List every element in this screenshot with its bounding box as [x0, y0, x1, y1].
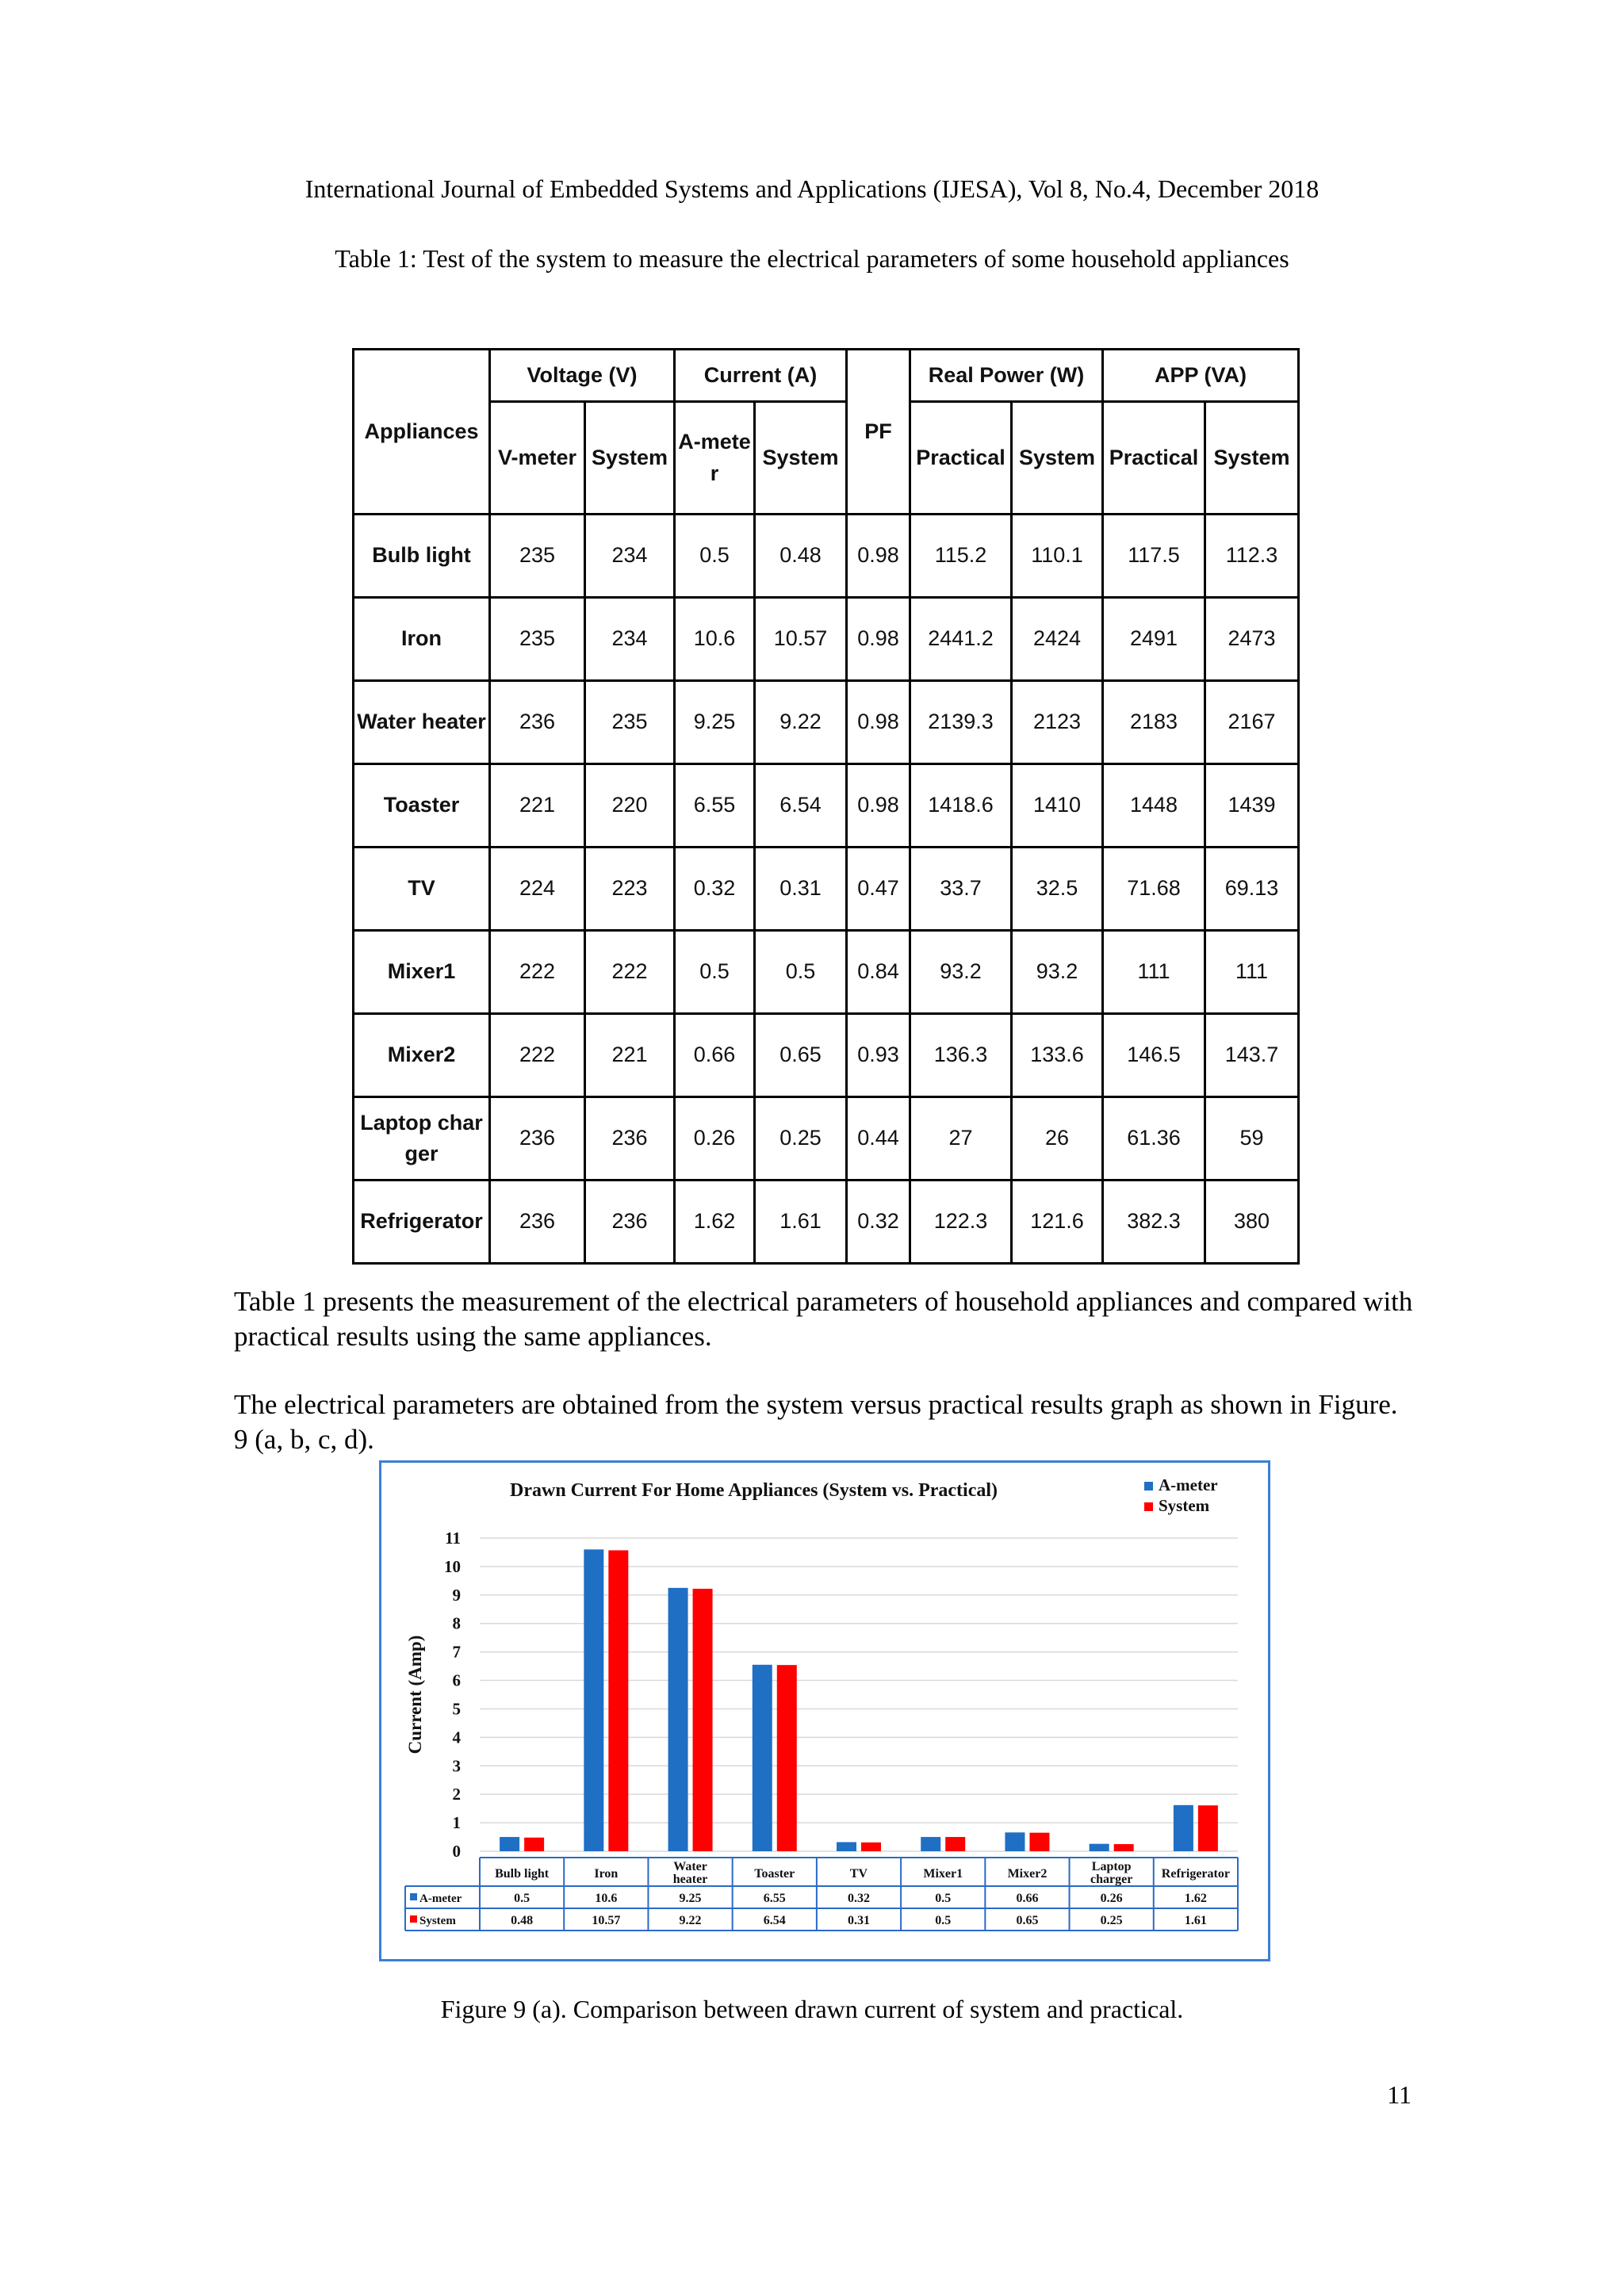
- x-category-label: Bulb light: [495, 1867, 550, 1881]
- y-tick-label: 10: [444, 1556, 461, 1576]
- data-label: 9.25: [679, 1892, 702, 1905]
- y-tick-label: 1: [452, 1813, 461, 1833]
- figure-caption: Figure 9 (a). Comparison between drawn current of system and practical.: [440, 1995, 1184, 2023]
- y-tick-label: 11: [445, 1529, 461, 1548]
- cell-p-practical: 2139.3: [910, 681, 1012, 764]
- y-axis-label: Current (Amp): [405, 1635, 425, 1755]
- cell-a-meter: 1.62: [675, 1181, 755, 1264]
- cell-va-system: 69.13: [1205, 848, 1299, 931]
- subheader-v-meter: V-meter: [490, 402, 585, 515]
- x-category-label: Water: [673, 1860, 707, 1873]
- table-series-label: A-meter: [419, 1892, 462, 1905]
- table-series-label: System: [419, 1915, 456, 1927]
- x-category-label: charger: [1090, 1873, 1133, 1886]
- cell-v-system: 234: [585, 598, 675, 681]
- cell-p-system: 121.6: [1012, 1181, 1103, 1264]
- cell-a-meter: 10.6: [675, 598, 755, 681]
- bar-a-meter: [1005, 1832, 1025, 1851]
- header-real-power: Real Power (W): [910, 350, 1103, 402]
- x-category-label: TV: [849, 1867, 868, 1881]
- table-subheader-row: [354, 402, 1299, 515]
- cell-va-system: 111: [1205, 931, 1299, 1014]
- cell-va-practical: 1448: [1103, 764, 1205, 848]
- current-comparison-chart: [379, 1460, 1270, 1961]
- data-label: 0.66: [1016, 1892, 1039, 1905]
- cell-pf: 0.98: [847, 681, 910, 764]
- data-label: 0.48: [511, 1914, 534, 1927]
- bar-system: [945, 1837, 965, 1851]
- cell-va-practical: 61.36: [1103, 1097, 1205, 1181]
- cell-appliance: TV: [354, 848, 490, 931]
- data-label: 0.31: [848, 1914, 870, 1927]
- subheader-voltage-system: System: [585, 402, 675, 515]
- cell-appliance: Toaster: [354, 764, 490, 848]
- cell-v-meter: 236: [490, 681, 585, 764]
- data-label: 0.5: [935, 1892, 952, 1905]
- cell-v-system: 222: [585, 931, 675, 1014]
- legend-swatch-a-meter: [1144, 1482, 1153, 1490]
- table-caption: Table 1: Test of the system to measure the electrical parameters of some household appliances: [335, 244, 1289, 273]
- cell-appliance: Iron: [354, 598, 490, 681]
- bar-a-meter: [584, 1549, 603, 1851]
- cell-a-system: 1.61: [755, 1181, 847, 1264]
- journal-header: International Journal of Embedded Systems and Applications (IJESA), Vol 8, No.4, December 2018: [304, 174, 1320, 203]
- cell-v-meter: 222: [490, 1014, 585, 1097]
- y-tick-label: 7: [452, 1642, 461, 1662]
- data-label: 0.26: [1100, 1892, 1123, 1905]
- cell-p-practical: 136.3: [910, 1014, 1012, 1097]
- cell-va-practical: 2183: [1103, 681, 1205, 764]
- cell-p-system: 133.6: [1012, 1014, 1103, 1097]
- cell-pf: 0.98: [847, 764, 910, 848]
- cell-a-meter: 0.66: [675, 1014, 755, 1097]
- table-header-row: [354, 350, 1299, 402]
- cell-va-system: 143.7: [1205, 1014, 1299, 1097]
- subheader-power-practical: Practical: [910, 402, 1012, 515]
- appliance-parameters-table: [352, 348, 1297, 1265]
- y-tick-label: 5: [452, 1699, 461, 1719]
- x-category-label: Toaster: [754, 1867, 795, 1881]
- cell-a-system: 9.22: [755, 681, 847, 764]
- cell-pf: 0.47: [847, 848, 910, 931]
- table-row: [354, 931, 1299, 1014]
- table-row: [354, 515, 1299, 598]
- cell-appliance: Refrigerator: [354, 1181, 490, 1264]
- cell-appliance: Water heater: [354, 681, 490, 764]
- table-row: [354, 681, 1299, 764]
- subheader-a-meter: A-meter: [675, 402, 755, 515]
- cell-a-meter: 0.32: [675, 848, 755, 931]
- cell-va-practical: 382.3: [1103, 1181, 1205, 1264]
- cell-va-system: 380: [1205, 1181, 1299, 1264]
- cell-appliance: Mixer2: [354, 1014, 490, 1097]
- cell-v-meter: 236: [490, 1181, 585, 1264]
- header-app: APP (VA): [1103, 350, 1299, 402]
- bar-system: [1029, 1833, 1049, 1851]
- x-category-label: Mixer1: [923, 1867, 963, 1881]
- cell-v-meter: 236: [490, 1097, 585, 1181]
- cell-p-system: 93.2: [1012, 931, 1103, 1014]
- cell-p-system: 110.1: [1012, 515, 1103, 598]
- bar-a-meter: [668, 1588, 688, 1851]
- table-row: [354, 1181, 1299, 1264]
- cell-p-system: 2123: [1012, 681, 1103, 764]
- cell-v-system: 223: [585, 848, 675, 931]
- cell-a-system: 0.48: [755, 515, 847, 598]
- x-category-label: Mixer2: [1007, 1867, 1048, 1881]
- table-row: [354, 848, 1299, 931]
- cell-v-system: 236: [585, 1097, 675, 1181]
- table-row: [354, 1097, 1299, 1181]
- cell-v-system: 234: [585, 515, 675, 598]
- cell-pf: 0.98: [847, 598, 910, 681]
- table-row: [354, 598, 1299, 681]
- y-tick-label: 0: [452, 1842, 461, 1861]
- x-category-label: heater: [672, 1873, 708, 1886]
- cell-a-system: 10.57: [755, 598, 847, 681]
- subheader-current-system: System: [755, 402, 847, 515]
- data-label: 6.55: [763, 1892, 786, 1905]
- data-label: 6.54: [763, 1914, 786, 1927]
- data-label: 0.5: [935, 1914, 952, 1927]
- bar-system: [1114, 1844, 1134, 1851]
- data-label: 0.32: [848, 1892, 870, 1905]
- bar-a-meter: [837, 1843, 856, 1851]
- cell-a-meter: 0.5: [675, 931, 755, 1014]
- cell-va-system: 59: [1205, 1097, 1299, 1181]
- cell-p-practical: 33.7: [910, 848, 1012, 931]
- table-row: [354, 1014, 1299, 1097]
- cell-v-system: 236: [585, 1181, 675, 1264]
- cell-p-practical: 122.3: [910, 1181, 1012, 1264]
- cell-p-system: 1410: [1012, 764, 1103, 848]
- cell-p-practical: 115.2: [910, 515, 1012, 598]
- cell-va-system: 2167: [1205, 681, 1299, 764]
- table-key-system: [410, 1915, 417, 1923]
- bar-a-meter: [753, 1665, 772, 1851]
- bar-system: [524, 1838, 544, 1851]
- cell-va-system: 112.3: [1205, 515, 1299, 598]
- bar-system: [861, 1843, 881, 1851]
- cell-v-meter: 222: [490, 931, 585, 1014]
- x-category-label: Laptop: [1091, 1860, 1132, 1873]
- cell-p-practical: 27: [910, 1097, 1012, 1181]
- subheader-power-system: System: [1012, 402, 1103, 515]
- cell-va-system: 1439: [1205, 764, 1299, 848]
- cell-pf: 0.32: [847, 1181, 910, 1264]
- header-appliances: Appliances: [354, 350, 490, 515]
- legend-label-a-meter: A-meter: [1159, 1475, 1218, 1494]
- cell-appliance: Mixer1: [354, 931, 490, 1014]
- data-label: 9.22: [679, 1914, 702, 1927]
- legend-label-system: System: [1159, 1496, 1210, 1515]
- cell-a-system: 0.65: [755, 1014, 847, 1097]
- cell-a-system: 6.54: [755, 764, 847, 848]
- table-key-a-meter: [410, 1893, 417, 1900]
- subheader-app-system: System: [1205, 402, 1299, 515]
- data-label: 0.65: [1016, 1914, 1039, 1927]
- bar-system: [693, 1589, 713, 1851]
- cell-p-system: 32.5: [1012, 848, 1103, 931]
- cell-v-system: 221: [585, 1014, 675, 1097]
- cell-p-system: 2424: [1012, 598, 1103, 681]
- bar-a-meter: [921, 1837, 940, 1851]
- cell-appliance: Bulb light: [354, 515, 490, 598]
- header-current: Current (A): [675, 350, 847, 402]
- cell-p-practical: 2441.2: [910, 598, 1012, 681]
- cell-va-practical: 2491: [1103, 598, 1205, 681]
- cell-v-meter: 235: [490, 598, 585, 681]
- cell-pf: 0.44: [847, 1097, 910, 1181]
- y-tick-label: 8: [452, 1613, 461, 1633]
- bar-a-meter: [500, 1837, 519, 1851]
- data-label: 1.62: [1184, 1892, 1207, 1905]
- y-tick-label: 6: [452, 1670, 461, 1690]
- cell-v-system: 235: [585, 681, 675, 764]
- cell-a-system: 0.25: [755, 1097, 847, 1181]
- cell-pf: 0.98: [847, 515, 910, 598]
- bar-a-meter: [1174, 1805, 1193, 1851]
- cell-v-meter: 224: [490, 848, 585, 931]
- data-label: 0.25: [1100, 1914, 1123, 1927]
- page-number: 11: [1387, 2080, 1411, 2109]
- cell-va-system: 2473: [1205, 598, 1299, 681]
- cell-a-meter: 0.26: [675, 1097, 755, 1181]
- header-voltage: Voltage (V): [490, 350, 675, 402]
- header-pf: PF: [847, 350, 910, 515]
- cell-p-practical: 93.2: [910, 931, 1012, 1014]
- table-row: [354, 764, 1299, 848]
- cell-v-system: 220: [585, 764, 675, 848]
- cell-a-meter: 6.55: [675, 764, 755, 848]
- cell-p-system: 26: [1012, 1097, 1103, 1181]
- cell-va-practical: 117.5: [1103, 515, 1205, 598]
- bar-system: [608, 1550, 628, 1851]
- paragraph-figure-reference: The electrical parameters are obtained from the system versus practical results graph as shown in Figure. 9 (a, b, c, d).: [234, 1389, 1398, 1455]
- bar-a-meter: [1090, 1844, 1109, 1851]
- cell-v-meter: 235: [490, 515, 585, 598]
- y-tick-label: 9: [452, 1585, 461, 1605]
- cell-a-meter: 0.5: [675, 515, 755, 598]
- cell-appliance: Laptop charger: [354, 1097, 490, 1181]
- cell-pf: 0.84: [847, 931, 910, 1014]
- x-category-label: Refrigerator: [1161, 1867, 1230, 1881]
- cell-a-meter: 9.25: [675, 681, 755, 764]
- data-label: 10.57: [592, 1914, 621, 1927]
- cell-v-meter: 221: [490, 764, 585, 848]
- paragraph-table-description: Table 1 presents the measurement of the electrical parameters of household appliances and compared with practical results using the same appliances.: [234, 1286, 1413, 1352]
- cell-va-practical: 146.5: [1103, 1014, 1205, 1097]
- bar-system: [1198, 1805, 1218, 1851]
- data-label: 10.6: [595, 1892, 618, 1905]
- data-label: 0.5: [514, 1892, 530, 1905]
- chart-canvas: [381, 1463, 1268, 1959]
- subheader-app-practical: Practical: [1103, 402, 1205, 515]
- legend-swatch-system: [1144, 1502, 1153, 1511]
- y-tick-label: 3: [452, 1756, 461, 1776]
- y-tick-label: 4: [452, 1728, 461, 1747]
- bar-system: [777, 1665, 797, 1851]
- cell-a-system: 0.5: [755, 931, 847, 1014]
- data-label: 1.61: [1184, 1914, 1207, 1927]
- cell-pf: 0.93: [847, 1014, 910, 1097]
- cell-a-system: 0.31: [755, 848, 847, 931]
- chart-title: Drawn Current For Home Appliances (System vs. Practical): [510, 1480, 998, 1501]
- cell-p-practical: 1418.6: [910, 764, 1012, 848]
- cell-va-practical: 111: [1103, 931, 1205, 1014]
- x-category-label: Iron: [594, 1867, 619, 1881]
- y-tick-label: 2: [452, 1785, 461, 1804]
- cell-va-practical: 71.68: [1103, 848, 1205, 931]
